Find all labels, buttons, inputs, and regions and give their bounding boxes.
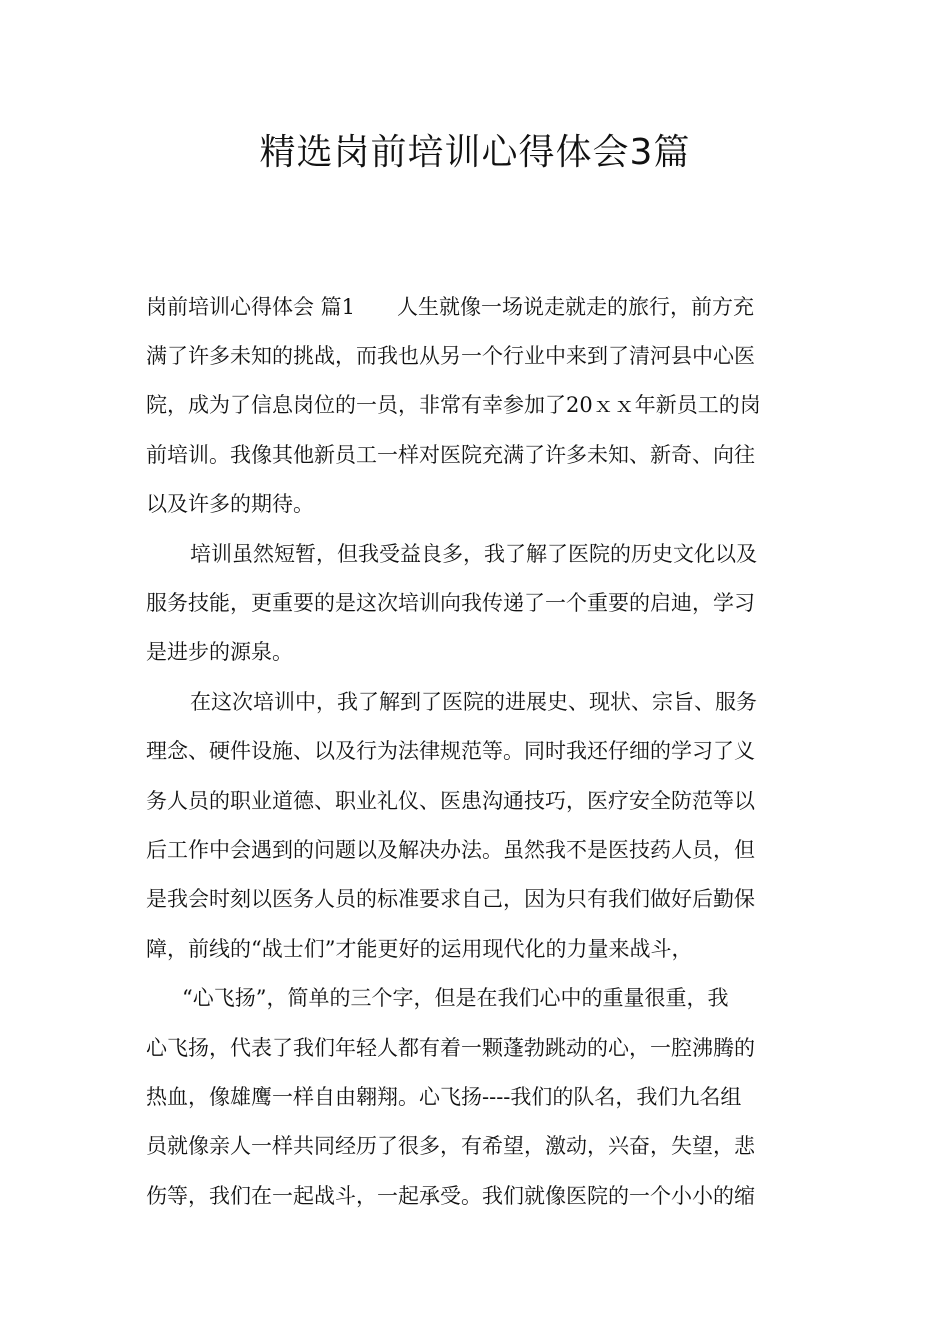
paragraph-line bbox=[146, 776, 806, 825]
page-title: 精选岗前培训心得体会3篇 bbox=[259, 132, 691, 173]
line-text: 理念、硬件设施、以及行为法律规范等。同时我还仔细的学习了义 bbox=[146, 739, 755, 764]
line-text: 热血，像雄鹰一样自由翱翔。心飞扬----我们的队名，我们九名组 bbox=[146, 1084, 742, 1109]
paragraph-line bbox=[146, 578, 806, 627]
line-text: 员就像亲人一样共同经历了很多，有希望，激动，兴奋，失望，悲 bbox=[146, 1134, 755, 1159]
paragraph-line bbox=[146, 727, 806, 776]
line-text: 满了许多未知的挑战，而我也从另一个行业中来到了清河县中心医 bbox=[146, 344, 755, 369]
line-text: 以及许多的期待。 bbox=[146, 492, 314, 517]
line-text: 心飞扬，代表了我们年轻人都有着一颗蓬勃跳动的心，一腔沸腾的 bbox=[146, 1035, 755, 1060]
paragraph-line bbox=[146, 677, 806, 726]
paragraph-line bbox=[146, 430, 806, 479]
line-text: 在这次培训中，我了解到了医院的进展史、现状、宗旨、服务 bbox=[190, 689, 757, 714]
line-text: 院，成为了信息岗位的一员，非常有幸参加了20ｘｘ年新员工的岗 bbox=[146, 393, 761, 418]
paragraph-line bbox=[146, 331, 806, 380]
paragraph-line bbox=[146, 1023, 806, 1072]
paragraph-line bbox=[146, 628, 806, 677]
paragraph-line bbox=[146, 1171, 806, 1220]
line-text: “心飞扬”，简单的三个字，但是在我们心中的重量很重，我 bbox=[182, 986, 729, 1011]
line-text: 伤等，我们在一起战斗，一起承受。我们就像医院的一个小小的缩 bbox=[146, 1183, 755, 1208]
paragraph-line bbox=[146, 825, 806, 874]
paragraph-line bbox=[146, 480, 806, 529]
line-text: 后工作中会遇到的问题以及解决办法。虽然我不是医技药人员，但 bbox=[146, 837, 755, 862]
paragraph-line bbox=[146, 1122, 806, 1171]
line-text: 务人员的职业道德、职业礼仪、医患沟通技巧，医疗安全防范等以 bbox=[146, 788, 755, 813]
paragraph-line bbox=[146, 875, 806, 924]
line-text: 岗前培训心得体会 篇1 人生就像一场说走就走的旅行，前方充 bbox=[146, 294, 755, 319]
line-text: 是进步的源泉。 bbox=[146, 640, 293, 665]
paragraph-line bbox=[146, 381, 806, 430]
paragraph-line bbox=[146, 973, 806, 1022]
paragraph-line bbox=[146, 924, 806, 973]
line-text: 是我会时刻以医务人员的标准要求自己，因为只有我们做好后勤保 bbox=[146, 887, 755, 912]
paragraph-line bbox=[146, 1072, 806, 1121]
line-text: 障，前线的“战士们”才能更好的运用现代化的力量来战斗， bbox=[146, 936, 693, 961]
paragraph-line bbox=[146, 282, 806, 331]
line-text: 前培训。我像其他新员工一样对医院充满了许多未知、新奇、向往 bbox=[146, 442, 755, 467]
paragraph-line bbox=[146, 529, 806, 578]
line-text: 培训虽然短暂，但我受益良多，我了解了医院的历史文化以及 bbox=[190, 541, 757, 566]
document-body bbox=[146, 282, 806, 1220]
line-text: 服务技能，更重要的是这次培训向我传递了一个重要的启迪，学习 bbox=[146, 591, 755, 616]
